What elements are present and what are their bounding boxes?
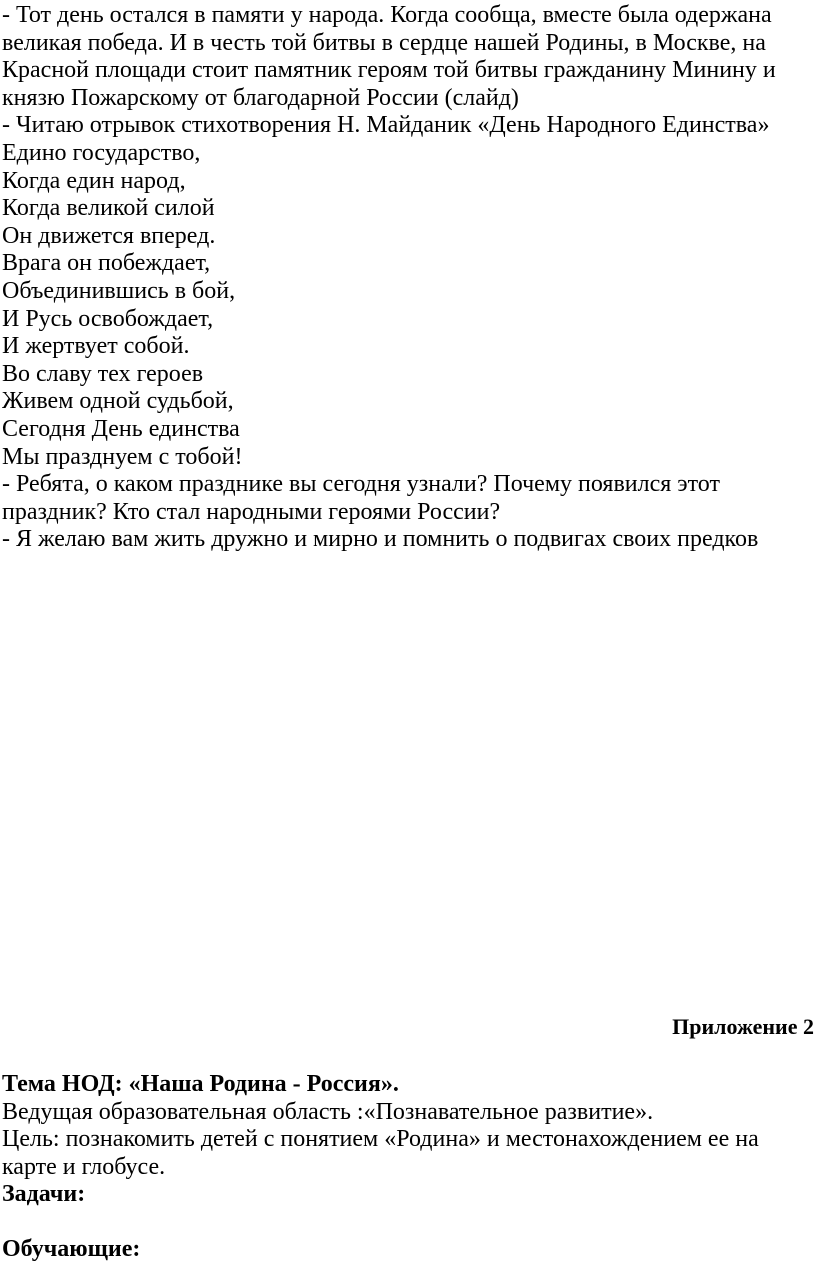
poem-line: Сегодня День единства [2,415,240,442]
poem-line: Во славу тех героев [2,360,204,387]
poem-line: Врага он побеждает, [2,250,211,277]
poem-line: Когда великой силой [2,195,215,222]
tasks-heading: Задачи: [2,1181,86,1208]
paragraph-line: - Читаю отрывок стихотворения Н. Майданик «День Народного Единства» [2,112,770,139]
closing-line: праздник? Кто стал народными героями России? [2,498,501,525]
teaching-heading: Обучающие: [2,1235,141,1262]
goal-line: Цель: познакомить детей с понятием «Родина» и местонахождением ее на [2,1126,759,1153]
goal-line: карте и глобусе. [2,1153,166,1180]
lesson-topic: Тема НОД: «Наша Родина - Россия». [2,1071,399,1097]
story-text-block [2,2,814,554]
educational-area: Ведущая образовательная область :«Познавательное развитие». [2,1098,654,1125]
paragraph-line: - Тот день остался в памяти у народа. Когда сообща, вместе была одержана [2,2,772,28]
paragraph-line: великая победа. И в честь той битвы в сердце нашей Родины, в Москве, на [2,29,766,56]
closing-line: - Ребята, о каком празднике вы сегодня узнали? Почему появился этот [2,471,720,498]
poem-line: Когда един народ, [2,167,186,194]
poem-line: Едино государство, [2,139,201,166]
poem-line: Мы празднуем с тобой! [2,443,243,470]
closing-line: - Я желаю вам жить дружно и мирно и помнить о подвигах своих предков [2,526,759,553]
poem-line: Он движется вперед. [2,222,216,249]
poem-line: Живем одной судьбой, [2,388,234,415]
spacer [2,1209,814,1236]
paragraph-line: Красной площади стоит памятник героям той битвы гражданину Минину и [2,57,776,84]
appendix-label: Приложение 2 [672,1014,814,1039]
poem-line: И Русь освобождает, [2,305,214,332]
poem-line: Объединившись в бой, [2,277,236,304]
lesson-plan-block [2,1071,814,1264]
paragraph-line: князю Пожарскому от благодарной России (слайд) [2,84,519,111]
poem-line: И жертвует собой. [2,333,190,360]
